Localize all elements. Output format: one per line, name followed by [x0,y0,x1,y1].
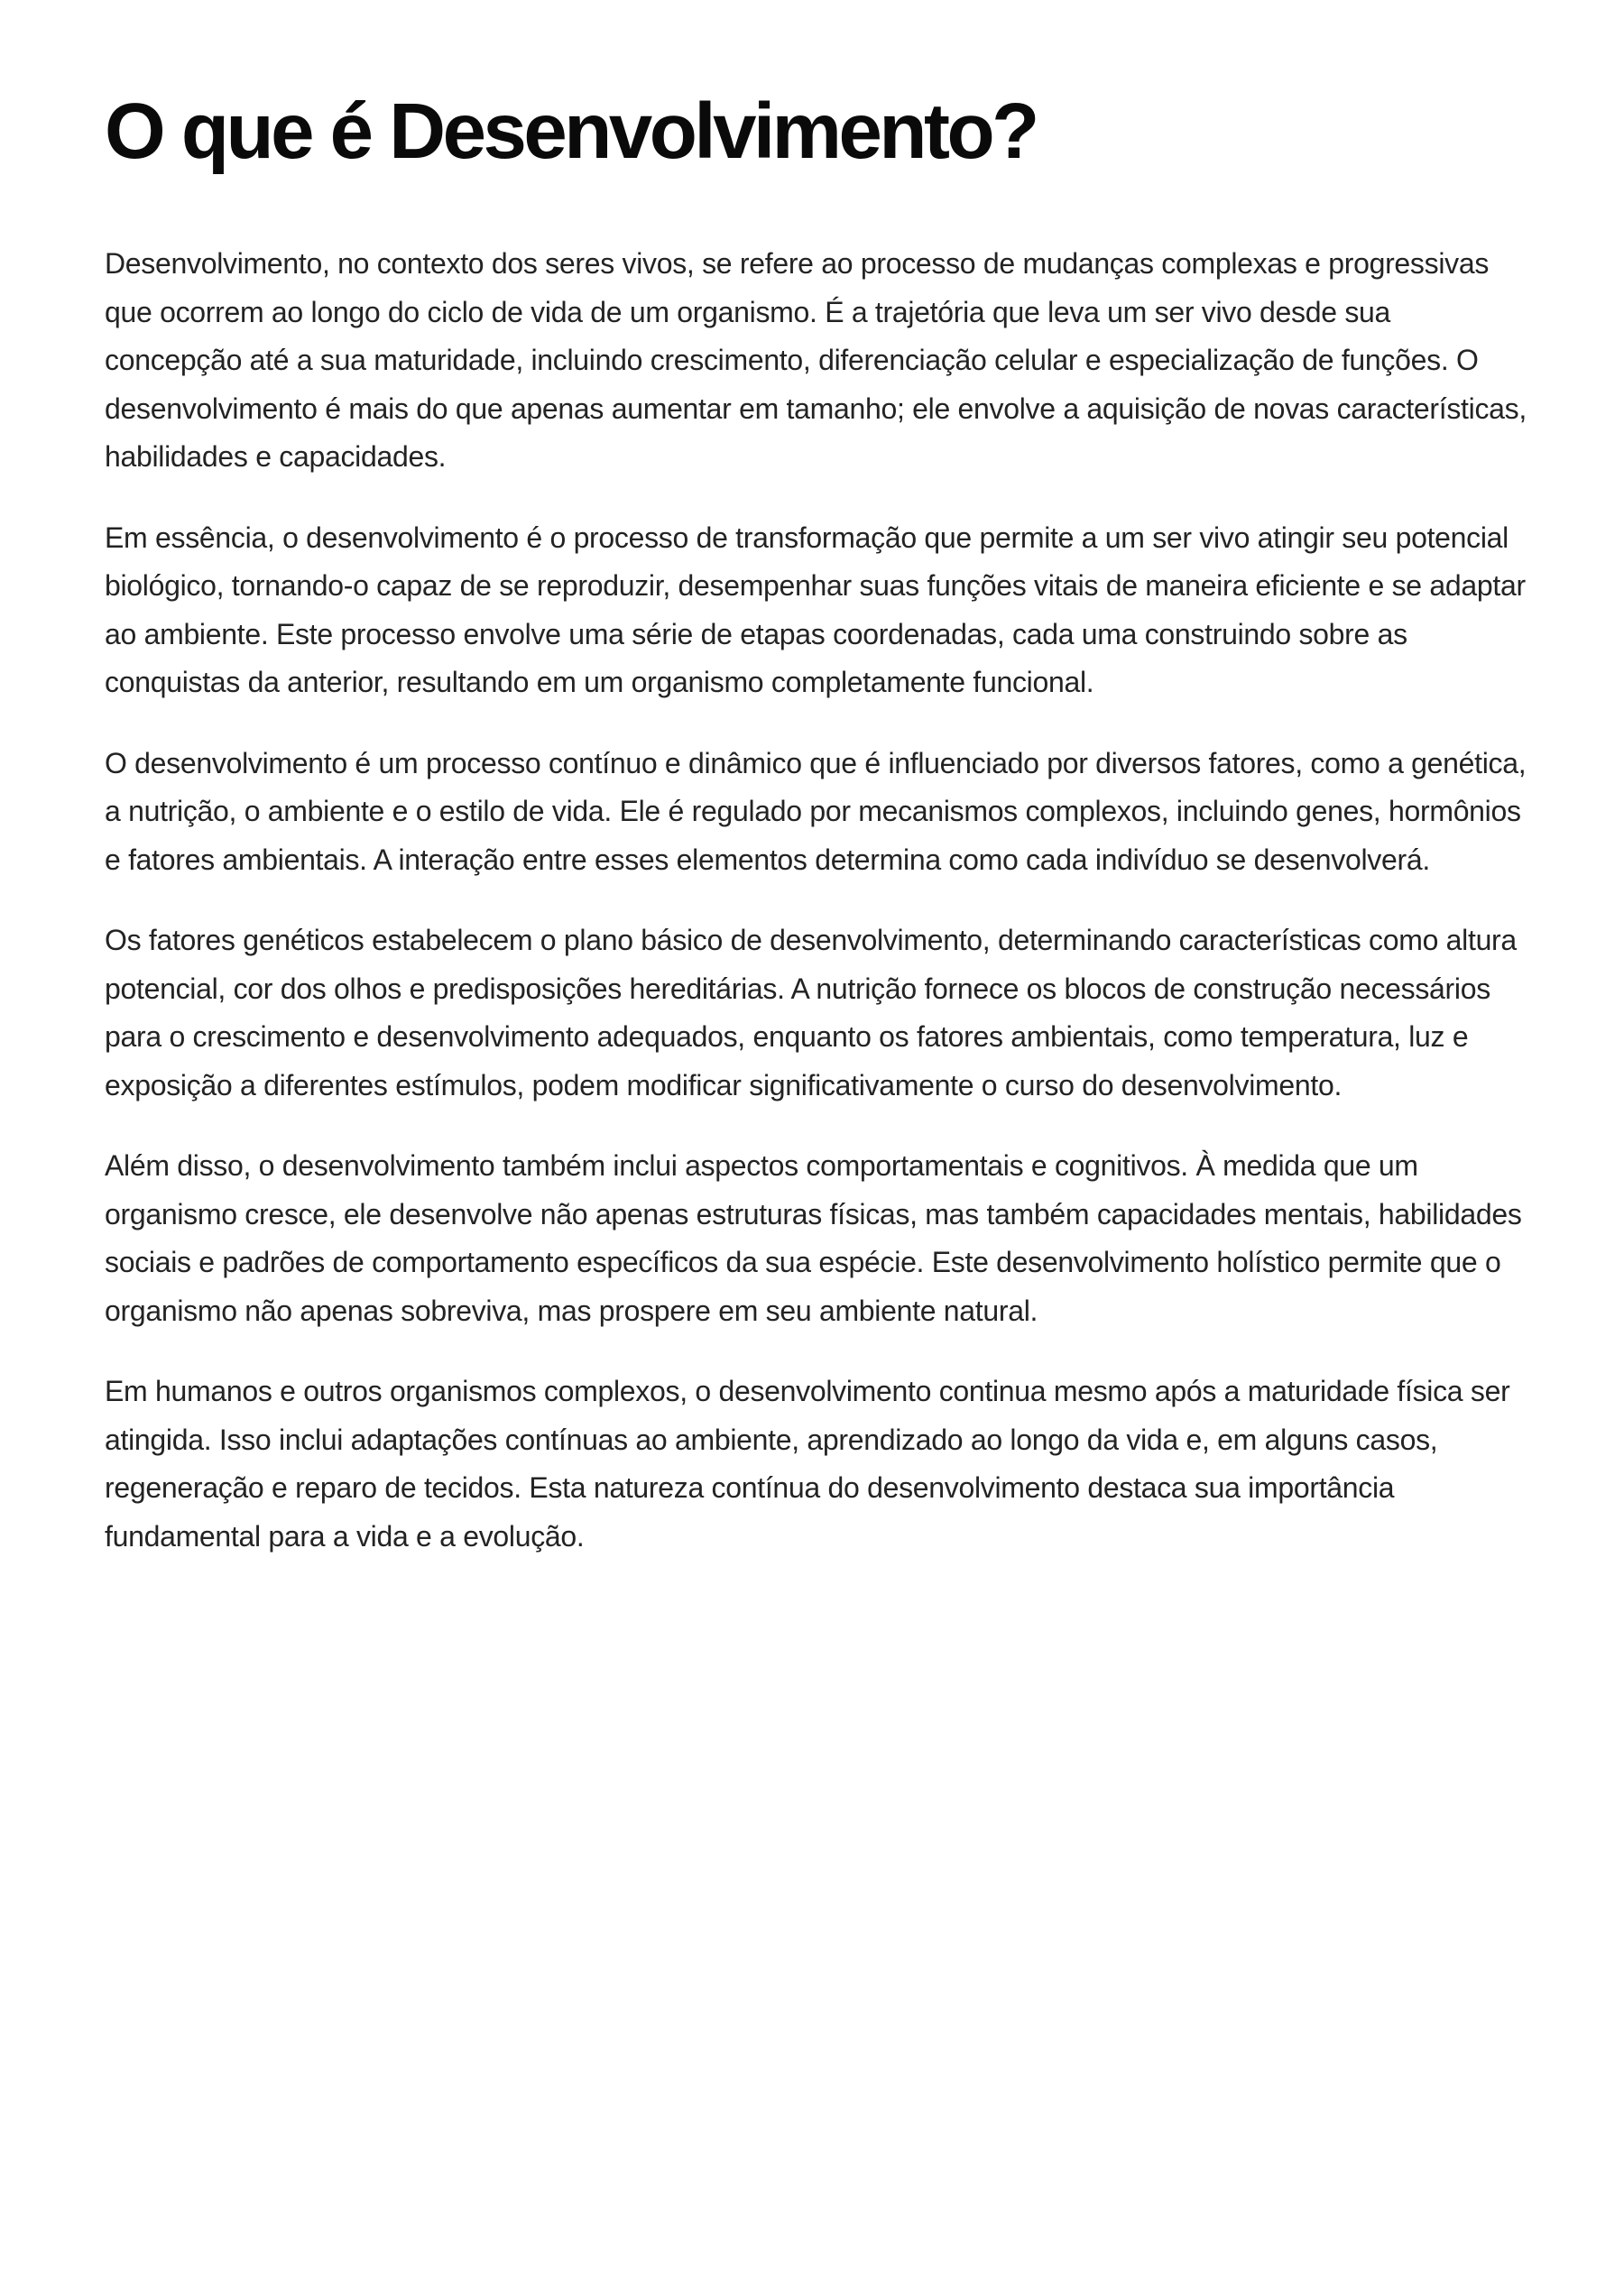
paragraph-4: Os fatores genéticos estabelecem o plano básico de desenvolvimento, determinando características como altura potencial, cor dos olhos e predisposições hereditárias. A nutrição fornece os blocos de construção necessários para o crescimento e desenvolvimento adequados, enquanto os fatores ambientais, como temperatura, luz e exposição a diferentes estímulos, podem modificar significativamente o curso do desenvolvimento. [105,924,1517,1101]
paragraph-6: Em humanos e outros organismos complexos, o desenvolvimento continua mesmo após a maturidade física ser atingida. Isso inclui adaptações contínuas ao ambiente, aprendizado ao longo da vida e, em alguns casos, regeneração e reparo de tecidos. Esta natureza contínua do desenvolvimento destaca sua importância fundamental para a vida e a evolução. [105,1375,1510,1553]
paragraph-1: Desenvolvimento, no contexto dos seres vivos, se refere ao processo de mudanças complexas e progressivas que ocorrem ao longo do ciclo de vida de um organismo. É a trajetória que leva um ser vivo desde sua concepção até a sua maturidade, incluindo crescimento, diferenciação celular e especialização de funções. O desenvolvimento é mais do que apenas aumentar em tamanho; ele envolve a aquisição de novas características, habilidades e capacidades. [105,247,1527,473]
paragraph-2: Em essência, o desenvolvimento é o processo de transformação que permite a um ser vivo atingir seu potencial biológico, tornando-o capaz de se reproduzir, desempenhar suas funções vitais de maneira eficiente e se adaptar ao ambiente. Este processo envolve uma série de etapas coordenadas, cada uma construindo sobre as conquistas da anterior, resultando em um organismo completamente funcional. [105,521,1526,698]
document-page [105,83,1530,1593]
paragraph-5: Além disso, o desenvolvimento também inclui aspectos comportamentais e cognitivos. À medida que um organismo cresce, ele desenvolve não apenas estruturas físicas, mas também capacidades mentais, habilidades sociais e padrões de comportamento específicos da sua espécie. Este desenvolvimento holístico permite que o organismo não apenas sobreviva, mas prospere em seu ambiente natural. [105,1149,1522,1327]
page-title: O que é Desenvolvimento? [105,88,1037,175]
paragraph-3: O desenvolvimento é um processo contínuo e dinâmico que é influenciado por diversos fatores, como a genética, a nutrição, o ambiente e o estilo de vida. Ele é regulado por mecanismos complexos, incluindo genes, hormônios e fatores ambientais. A interação entre esses elementos determina como cada indivíduo se desenvolverá. [105,746,1527,876]
